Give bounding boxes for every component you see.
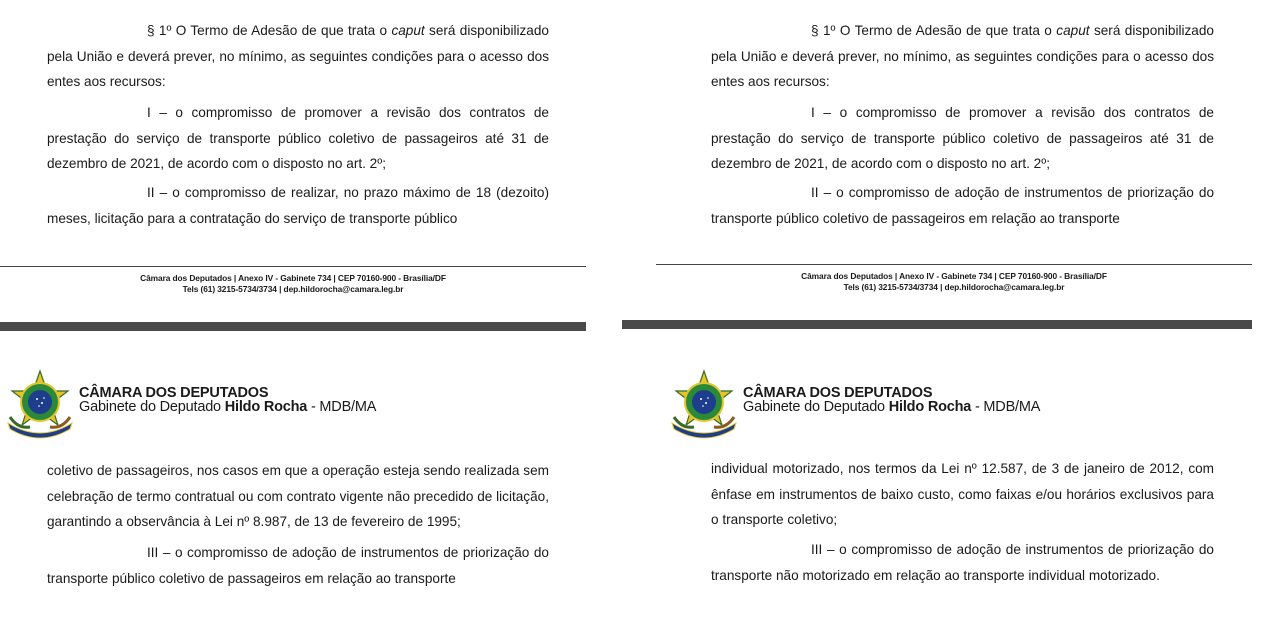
page-break-band [622,320,1252,329]
footer-contact: Tels (61) 3215-5734/3734 | dep.hildorocha@camara.leg.br [843,281,1065,292]
header-subtitle: Gabinete do Deputado Hildo Rocha - MDB/MA [743,399,1041,415]
footer-address: Câmara dos Deputados | Anexo IV - Gabinete 734 | CEP 70160-900 - Brasília/DF [801,271,1107,281]
paragraph-item-i: I – o compromisso de promover a revisão dos contratos de prestação do serviço de transporte público coletivo de passageiros até 31 de dezembro de 2021, de acordo com o disposto no art. 2º; [47,105,549,171]
paragraph-1: § 1º O Termo de Adesão de que trata o caput será disponibilizado pela União e deverá prever, no mínimo, as seguintes condições para o acesso dos entes aos recursos: [711,23,1214,89]
paragraph-continuation: coletivo de passageiros, nos casos em que a operação esteja sendo realizada sem celebração de termo contratual ou com contrato vigente não precedido de licitação, garantindo a observância à Lei nº 8.987, de 13 de fevereiro de 1995; [47,463,549,529]
brazil-coat-of-arms-icon [4,369,76,443]
paragraph-item-ii: II – o compromisso de realizar, no prazo máximo de 18 (dezoito) meses, licitação para a contratação do serviço de transporte público [47,185,549,226]
paragraph-item-iii: III – o compromisso de adoção de instrumentos de priorização do transporte público coletivo de passageiros em relação ao transporte [47,545,549,586]
left-document-view [0,0,600,636]
page-footer [0,273,586,294]
brazil-coat-of-arms-icon [668,369,740,443]
right-document-view [640,0,1260,636]
footer-address: Câmara dos Deputados | Anexo IV - Gabinete 734 | CEP 70160-900 - Brasília/DF [140,273,446,283]
paragraph-item-i: I – o compromisso de promover a revisão dos contratos de prestação do serviço de transporte público coletivo de passageiros até 31 de dezembro de 2021, de acordo com o disposto no art. 2º; [711,105,1214,171]
footer-rule [656,264,1252,265]
page-break-band [0,322,586,331]
header-title: CÂMARA DOS DEPUTADOS [743,385,933,401]
header-subtitle: Gabinete do Deputado Hildo Rocha - MDB/MA [79,399,377,415]
header-title: CÂMARA DOS DEPUTADOS [79,385,269,401]
footer-rule [0,266,586,267]
paragraph-1: § 1º O Termo de Adesão de que trata o caput será disponibilizado pela União e deverá prever, no mínimo, as seguintes condições para o acesso dos entes aos recursos: [47,23,549,89]
paragraph-continuation: individual motorizado, nos termos da Lei nº 12.587, de 3 de janeiro de 2012, com ênfase em instrumentos de baixo custo, como faixas e/ou horários exclusivos para o transporte coletivo; [711,461,1214,527]
paragraph-item-iii: III – o compromisso de adoção de instrumentos de priorização do transporte não motorizado em relação ao transporte individual motorizado. [711,542,1214,583]
paragraph-item-ii: II – o compromisso de adoção de instrumentos de priorização do transporte público coletivo de passageiros em relação ao transporte [711,185,1214,226]
page-footer [656,271,1252,292]
footer-contact: Tels (61) 3215-5734/3734 | dep.hildorocha@camara.leg.br [182,283,404,294]
